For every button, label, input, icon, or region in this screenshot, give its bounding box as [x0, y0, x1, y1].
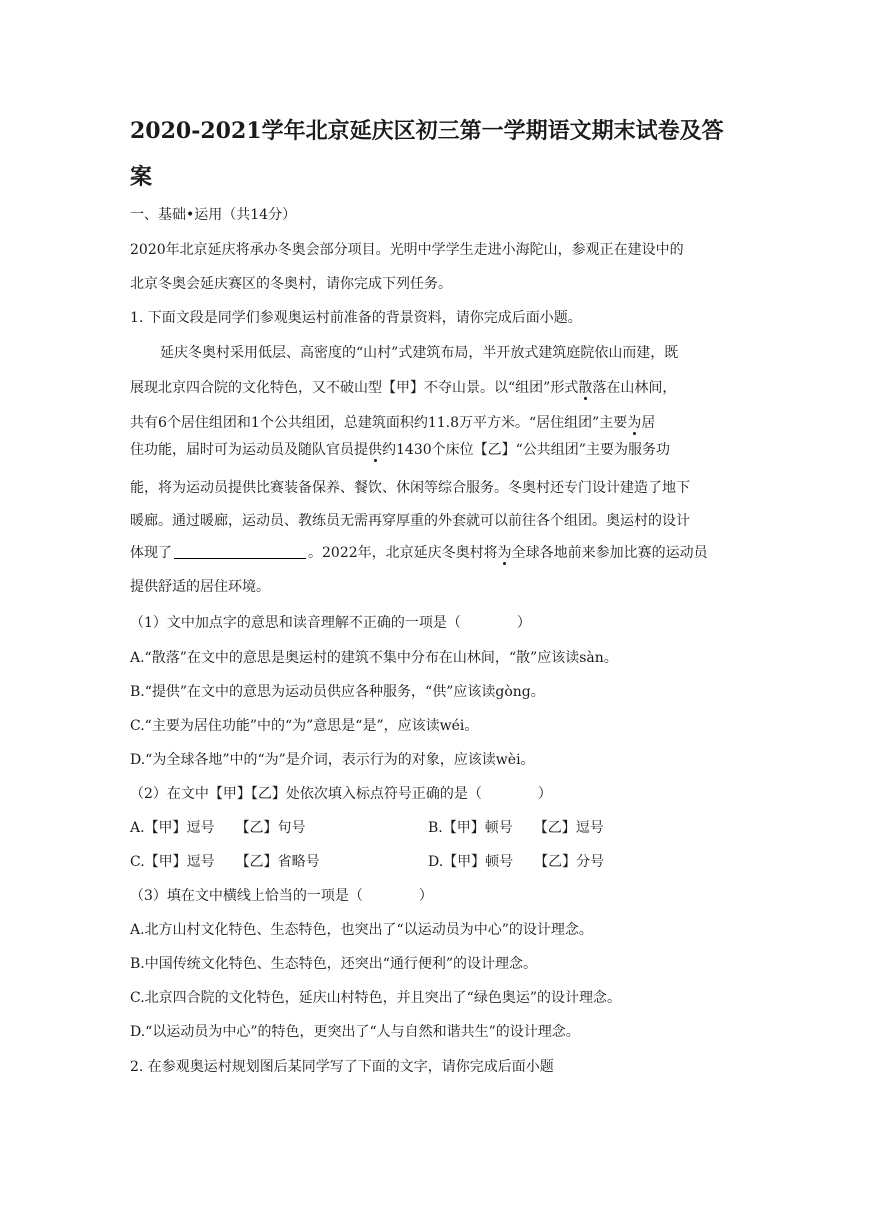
sub-question-3-option-c: C.北京四合院的文化特色，延庆山村特色，并且突出了“绿色奥运”的设计理念。	[130, 990, 621, 1006]
passage-line-7: 体现了 。2022年，北京延庆冬奥村将为全球各地前来参加比赛的运动员	[130, 545, 708, 561]
title-line-2: 案	[130, 164, 153, 190]
passage-line-5: 能，将为运动员提供比赛装备保养、餐饮、休闲等综合服务。冬奥村还专门设计建造了地下	[130, 480, 690, 496]
passage-line-4: 住功能，届时可为运动员及随队官员提供约1430个床位【乙】“公共组团”主要为服务功	[130, 442, 670, 458]
sub-question-2-stem: （2）在文中【甲】【乙】处依次填入标点符号正确的是（ ）	[130, 786, 552, 802]
title-line-1: 2020-2021学年北京延庆区初三第一学期语文期末试卷及答	[130, 118, 724, 144]
sub-question-2-option-d: D.【甲】顿号 【乙】分号	[428, 854, 605, 870]
sub-question-1-option-b: B.“提供”在文中的意思为运动员供应各种服务，“供”应该读gòng。	[130, 684, 545, 700]
sub-question-3-stem: （3）填在文中横线上恰当的一项是（ ）	[130, 888, 433, 904]
sub-question-3-option-d: D.“以运动员为中心”的特色，更突出了“人与自然和谐共生”的设计理念。	[130, 1024, 580, 1040]
section-heading: 一、基础•运用（共14分）	[130, 207, 297, 223]
sub-question-1-option-a: A.“散落”在文中的意思是奥运村的建筑不集中分布在山林间，“散”应该读sàn。	[130, 650, 618, 666]
intro-line-2: 北京冬奥会延庆赛区的冬奥村，请你完成下列任务。	[130, 276, 452, 292]
fill-in-blank[interactable]	[174, 544, 306, 559]
dotted-char-gong: 供	[368, 442, 382, 458]
sub-question-1-option-c: C.“主要为居住功能”中的“为”意思是“是”，应该读wéi。	[130, 718, 479, 734]
passage-line-1: 延庆冬奥村采用低层、高密度的“山村”式建筑布局，半开放式建筑庭院依山而建，既	[160, 345, 679, 361]
sub-question-3-option-a: A.北方山村文化特色、生态特色，也突出了“以运动员为中心”的设计理念。	[130, 922, 593, 938]
sub-question-2-option-c: C.【甲】逗号 【乙】省略号	[130, 854, 320, 870]
passage-line-8: 提供舒适的居住环境。	[130, 579, 270, 595]
passage-line-3: 共有6个居住组团和1个公共组团，总建筑面积约11.8万平方米。“居住组团”主要为居	[130, 415, 656, 431]
dotted-char-wei-1: 为	[627, 415, 642, 431]
intro-line-1: 2020年北京延庆将承办冬奥会部分项目。光明中学学生走进小海陀山，参观正在建设中的	[130, 242, 684, 258]
sub-question-1-stem: （1）文中加点字的意思和读音理解不正确的一项是（ ）	[130, 615, 531, 631]
dotted-char-san: 散	[578, 380, 593, 396]
passage-line-6: 暖廊。通过暖廊，运动员、教练员无需再穿厚重的外套就可以前往各个组团。奥运村的设计	[130, 513, 690, 529]
sub-question-3-option-b: B.中国传统文化特色、生态特色，还突出“通行便利”的设计理念。	[130, 956, 538, 972]
passage-line-2: 展现北京四合院的文化特色，又不破山型【甲】不夺山景。以“组团”形式散落在山林间，	[130, 380, 677, 396]
question-1-stem: 1. 下面文段是同学们参观奥运村前准备的背景资料，请你完成后面小题。	[130, 310, 582, 326]
dotted-char-wei-2: 为	[497, 545, 512, 561]
sub-question-1-option-d: D.“为全球各地”中的“为”是介词，表示行为的对象，应该读wèi。	[130, 752, 535, 768]
sub-question-2-option-a: A.【甲】逗号 【乙】句号	[130, 820, 306, 836]
document-title	[130, 108, 750, 200]
sub-question-2-option-b: B.【甲】顿号 【乙】逗号	[428, 820, 604, 836]
question-2-stem: 2. 在参观奥运村规划图后某同学写了下面的文字，请你完成后面小题	[130, 1059, 554, 1075]
